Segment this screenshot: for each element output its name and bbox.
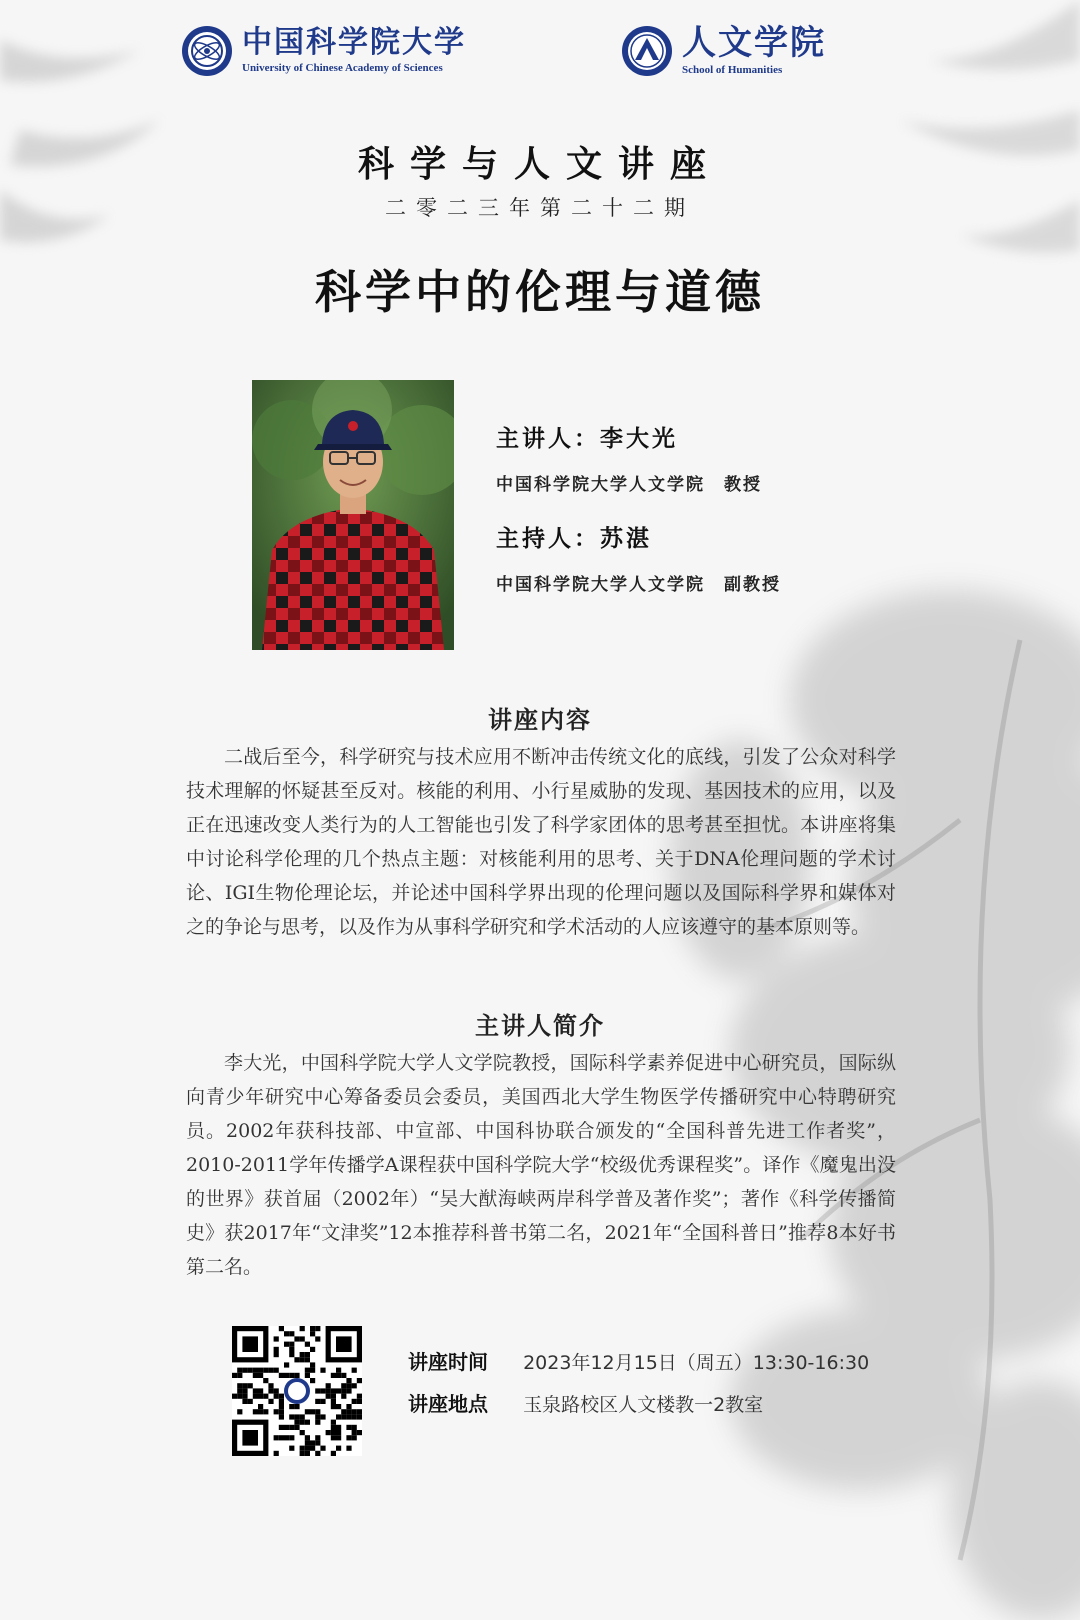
place-value: 玉泉路校区人文楼教一2教室 [523,1394,764,1416]
ucas-name-cn: 中国科学院大学 [242,25,466,60]
speaker-photo [252,380,454,650]
place-row [408,1388,763,1417]
time-row [408,1346,869,1375]
ucas-logo [180,24,466,78]
humanities-name-en: School of Humanities [682,64,783,76]
content-section-title: 讲座内容 [488,705,592,734]
host-affiliation: 中国科学院大学人文学院 副教授 [496,575,781,595]
humanities-emblem-icon [620,24,674,78]
lecture-title: 科学中的伦理与道德 [315,265,765,319]
humanities-logo [620,24,826,78]
place-label: 讲座地点 [408,1392,488,1416]
issue-number: 二零二三年第二十二期 [385,196,695,220]
speaker-affiliation: 中国科学院大学人文学院 教授 [496,475,762,495]
bio-section-title: 主讲人简介 [475,1011,605,1040]
time-value: 2023年12月15日（周五）13:30-16:30 [523,1352,870,1374]
humanities-name-cn: 人文学院 [682,23,826,63]
host-name: 主持人：苏湛 [496,525,652,552]
ucas-name-en: University of Chinese Academy of Sciences [242,62,443,74]
bio-paragraph: 李大光，中国科学院大学人文学院教授，国际科学素养促进中心研究员，国际纵向青少年研究中心筹备委员会委员，美国西北大学生物医学传播研究中心特聘研究员。2002年获科技部、中宣部、中国科协联合颁发的“全国科普先进工作者奖”，2010-2011学年传播学A课程获中国科学院大学“校级优秀课程奖”。译作《魔鬼出没的世界》获首届（2002年）“吴大猷海峡两岸科学普及著作奖”；著作《科学传播简史》获2017年“文津奖”12本推荐科普书第二名，2021年“全国科普日”推荐8本好书第二名。 [186,1052,896,1278]
speaker-name: 主讲人：李大光 [496,425,678,452]
qr-code-icon[interactable] [232,1326,362,1456]
time-label: 讲座时间 [408,1350,488,1374]
ucas-emblem-icon [180,24,234,78]
content-paragraph: 二战后至今，科学研究与技术应用不断冲击传统文化的底线，引发了公众对科学技术理解的怀疑甚至反对。核能的利用、小行星威胁的发现、基因技术的应用，以及正在迅速改变人类行为的人工智能也引发了科学家团体的思考甚至担忧。本讲座将集中讨论科学伦理的几个热点主题：对核能利用的思考、关于DNA伦理问题的学术讨论、IGI生物伦理论坛，并论述中国科学界出现的伦理问题以及国际科学界和媒体对之的争论与思考，以及作为从事科学研究和学术活动的人应该遵守的基本原则等。 [186,746,896,938]
series-title: 科学与人文讲座 [357,143,722,185]
